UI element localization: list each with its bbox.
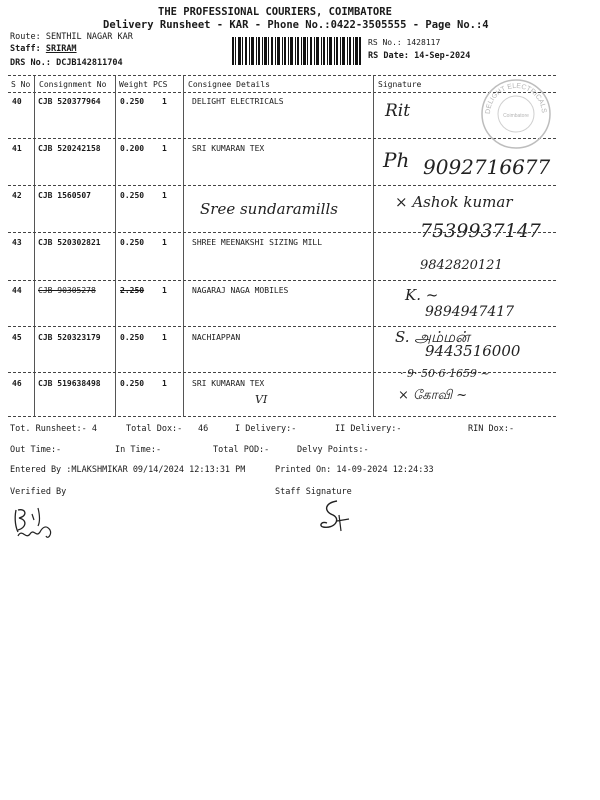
row-pcs: 1 bbox=[162, 144, 167, 153]
stamp-inner-text: Coimbatore bbox=[503, 113, 529, 119]
page-title: THE PROFESSIONAL COURIERS, COIMBATORE bbox=[158, 6, 392, 18]
page-subtitle: Delivery Runsheet - KAR - Phone No.:0422-3505555 - Page No.:4 bbox=[103, 19, 489, 31]
rs-date-label: RS Date: bbox=[368, 51, 409, 61]
barcode bbox=[232, 37, 362, 65]
total-pod: Total POD:- bbox=[213, 445, 270, 455]
row-sno: 46 bbox=[12, 379, 22, 388]
row-weight: 0.250 bbox=[120, 97, 145, 106]
rs-no-field bbox=[368, 38, 440, 47]
row-consignee: SRI KUMARAN TEX bbox=[192, 144, 265, 153]
ii-delivery: II Delivery:- bbox=[335, 424, 402, 434]
row-consignee: NACHIAPPAN bbox=[192, 333, 241, 342]
table-bottom-rule bbox=[8, 416, 556, 417]
row-consignee: DELIGHT ELECTRICALS bbox=[192, 97, 284, 106]
row-signature-phone: 9842820121 bbox=[420, 258, 503, 273]
stamp-graphic bbox=[480, 78, 552, 150]
tot-runsheet: Tot. Runsheet:- 4 bbox=[10, 424, 97, 434]
out-time: Out Time:- bbox=[10, 445, 62, 455]
row-consignment-no: CJB 520323179 bbox=[38, 333, 101, 342]
printed-on: Printed On: 14-09-2024 12:24:33 bbox=[275, 465, 434, 475]
row-signature: Ph bbox=[383, 148, 410, 172]
row-signature: K. ~ bbox=[405, 286, 439, 304]
staff-label: Staff: bbox=[10, 44, 41, 54]
verifier-signature-graphic bbox=[10, 500, 60, 545]
row-consignment-no: CJB 520377964 bbox=[38, 97, 101, 106]
row-rule bbox=[8, 138, 556, 139]
staff-value: SRIRAM bbox=[45, 44, 77, 54]
row-pcs: 1 bbox=[162, 286, 167, 295]
rs-date-field bbox=[368, 51, 470, 61]
staff-signature-graphic bbox=[315, 497, 360, 537]
row-weight: 0.200 bbox=[120, 144, 145, 153]
row-consignment-no: CJB 520242158 bbox=[38, 144, 101, 153]
header-consignee: Consignee Details bbox=[188, 80, 270, 89]
staff-field bbox=[10, 44, 77, 54]
row-weight: 0.250 bbox=[120, 191, 145, 200]
staff-signature-label: Staff Signature bbox=[275, 487, 352, 497]
drs-field bbox=[10, 58, 123, 68]
verified-by-label: Verified By bbox=[10, 487, 67, 497]
header-weight: Weight bbox=[119, 80, 148, 89]
row-weight: 0.250 bbox=[120, 379, 145, 388]
row-consignee-handwritten: Sree sundaramills bbox=[200, 200, 338, 218]
column-divider bbox=[34, 76, 35, 416]
row-signature: × Ashok kumar bbox=[395, 193, 513, 211]
entered-by: Entered By :MLAKSHMIKAR 09/14/2024 12:13:31 PM bbox=[10, 465, 246, 475]
row-sno: 41 bbox=[12, 144, 22, 153]
row-signature-phone: 9894947417 bbox=[425, 304, 515, 320]
row-pcs: 1 bbox=[162, 97, 167, 106]
delvy-points: Delvy Points:- bbox=[297, 445, 369, 455]
row-consignment-no: CJB 90305278 bbox=[38, 286, 96, 295]
row-sno: 43 bbox=[12, 238, 22, 247]
drs-label: DRS No.: bbox=[10, 58, 51, 68]
row-consignee: SHREE MEENAKSHI SIZING MILL bbox=[192, 238, 323, 247]
rin-dox: RIN Dox:- bbox=[468, 424, 515, 434]
row-signature: Rit bbox=[385, 101, 411, 121]
table-top-rule bbox=[8, 75, 556, 76]
staff-signature-svg bbox=[315, 497, 360, 537]
row-rule bbox=[8, 232, 556, 233]
in-time: In Time:- bbox=[115, 445, 162, 455]
stamp-text: DELIGHT ELECTRICALS bbox=[484, 82, 548, 115]
header-consignment: Consignment No bbox=[39, 80, 107, 89]
row-pcs: 1 bbox=[162, 379, 167, 388]
row-consignee-handwritten: VI bbox=[255, 393, 268, 406]
header-bottom-rule bbox=[8, 92, 556, 93]
row-sno: 44 bbox=[12, 286, 22, 295]
row-weight: 0.250 bbox=[120, 238, 145, 247]
barcode-graphic bbox=[232, 37, 362, 65]
row-pcs: 1 bbox=[162, 333, 167, 342]
row-weight: 0.250 bbox=[120, 333, 145, 342]
row-signature: S. அம்மன் bbox=[395, 328, 470, 346]
row-consignment-no: CJB 519638498 bbox=[38, 379, 101, 388]
row-sno: 42 bbox=[12, 191, 22, 200]
row-weight: 2.250 bbox=[120, 286, 145, 295]
row-pcs: 1 bbox=[162, 191, 167, 200]
column-divider bbox=[183, 76, 184, 416]
i-delivery: I Delivery:- bbox=[235, 424, 297, 434]
row-rule bbox=[8, 326, 556, 327]
rs-no-value: 1428117 bbox=[406, 38, 441, 47]
header-pcs: PCS bbox=[153, 80, 168, 89]
row-pcs: 1 bbox=[162, 238, 167, 247]
column-divider bbox=[373, 76, 374, 416]
company-stamp bbox=[480, 78, 552, 150]
row-signature-phone: 9443516000 bbox=[425, 342, 521, 360]
row-consignment-no: CJB 520302821 bbox=[38, 238, 101, 247]
route-label: Route: bbox=[10, 32, 41, 42]
row-rule bbox=[8, 280, 556, 281]
row-consignee: NAGARAJ NAGA MOBILES bbox=[192, 286, 289, 295]
row-signature-phone: · 9· 50·6·1659 ~ bbox=[400, 367, 490, 380]
row-rule bbox=[8, 185, 556, 186]
column-divider bbox=[115, 76, 116, 416]
row-consignment-no: CJB 1560507 bbox=[38, 191, 91, 200]
header-signature: Signature bbox=[378, 80, 422, 89]
rs-date-value: 14-Sep-2024 bbox=[414, 51, 471, 61]
row-sno: 45 bbox=[12, 333, 22, 342]
header-sno: S No bbox=[11, 80, 31, 89]
total-dox-value: 46 bbox=[198, 424, 209, 434]
verifier-signature bbox=[10, 500, 60, 545]
row-signature-phone: 9092716677 bbox=[423, 155, 551, 179]
row-signature-phone: 7539937147 bbox=[420, 220, 541, 242]
row-signature: × கோவி ~ bbox=[398, 388, 468, 403]
rs-no-label: RS No.: bbox=[368, 38, 402, 47]
row-sno: 40 bbox=[12, 97, 22, 106]
route-field bbox=[10, 32, 133, 42]
row-consignee: SRI KUMARAN TEX bbox=[192, 379, 265, 388]
total-dox-label: Total Dox:- bbox=[126, 424, 183, 434]
drs-value: DCJB142811704 bbox=[56, 58, 123, 68]
route-value: SENTHIL NAGAR KAR bbox=[45, 32, 133, 42]
